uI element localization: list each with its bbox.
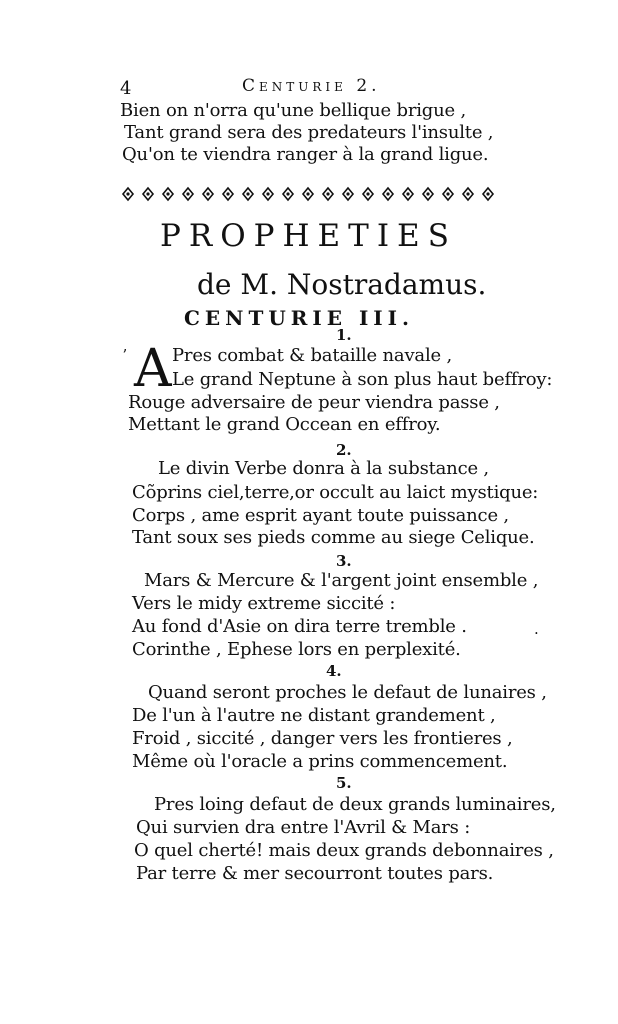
verse-line: Le grand Neptune à son plus haut beffroy: <box>172 369 553 390</box>
verse-line: Qui survien dra entre l'Avril & Mars : <box>136 817 471 838</box>
stray-mark: . <box>534 620 539 638</box>
ornament-dot <box>126 192 129 195</box>
page-number: 4 <box>120 78 132 99</box>
verse-line: Mars & Mercure & l'argent joint ensemble , <box>144 570 539 591</box>
title-author: de M. Nostradamus. <box>197 268 487 301</box>
ornament-dot <box>226 192 229 195</box>
verse-line: Rouge adversaire de peur viendra passe , <box>128 392 500 413</box>
running-head: Centurie 2. <box>242 76 381 96</box>
ornament-dot <box>406 192 409 195</box>
title-propheties: PROPHETIES <box>160 218 457 254</box>
quatrain-number: 1. <box>336 326 352 344</box>
verse-line: Pres combat & bataille navale , <box>172 345 453 366</box>
ornament-dot <box>266 192 269 195</box>
verse-line: Cõprins ciel,terre,or occult au laict mystique: <box>132 482 539 503</box>
drop-cap: A <box>134 339 172 399</box>
ornament-dot <box>306 192 309 195</box>
ornament-dot <box>326 192 329 195</box>
ornament-dot <box>346 192 349 195</box>
ornament-dot <box>386 192 389 195</box>
ornament-divider <box>118 184 528 204</box>
ornament-dot <box>146 192 149 195</box>
ornament-dot <box>366 192 369 195</box>
verse-line: Qu'on te viendra ranger à la grand ligue. <box>122 144 489 165</box>
ornament-dot <box>486 192 489 195</box>
quatrain-number: 4. <box>326 662 342 680</box>
verse-line: Le divin Verbe donra à la substance , <box>158 458 489 479</box>
quatrain-number: 5. <box>336 774 352 792</box>
verse-line: Par terre & mer secourront toutes pars. <box>136 863 494 884</box>
ornament-dot <box>446 192 449 195</box>
verse-line: Au fond d'Asie on dira terre tremble . <box>132 616 467 637</box>
ornament-dot <box>426 192 429 195</box>
verse-line: Bien on n'orra qu'une bellique brigue , <box>120 100 466 121</box>
title-centurie: CENTURIE III. <box>184 306 414 330</box>
verse-line: Mettant le grand Occean en effroy. <box>128 414 441 435</box>
pilcrow-mark: ʼ <box>122 346 127 364</box>
ornament-dot <box>466 192 469 195</box>
verse-line: Froid , siccité , danger vers les frontieres , <box>132 728 513 749</box>
ornament-dot <box>286 192 289 195</box>
ornament-dot <box>186 192 189 195</box>
verse-line: Pres loing defaut de deux grands luminaires, <box>154 794 556 815</box>
quatrain-number: 3. <box>336 552 352 570</box>
verse-line: Tant grand sera des predateurs l'insulte , <box>124 122 494 143</box>
verse-line: O quel cherté! mais deux grands debonnaires , <box>134 840 554 861</box>
verse-line: Quand seront proches le defaut de lunaires , <box>148 682 547 703</box>
verse-line: Même où l'oracle a prins commencement. <box>132 751 508 772</box>
verse-line: Vers le midy extreme siccité : <box>132 593 396 614</box>
ornament-dot <box>206 192 209 195</box>
verse-line: Corps , ame esprit ayant toute puissance , <box>132 505 509 526</box>
ornament-dot <box>166 192 169 195</box>
verse-line: Tant soux ses pieds comme au siege Celique. <box>132 527 535 548</box>
verse-line: De l'un à l'autre ne distant grandement , <box>132 705 496 726</box>
verse-line: Corinthe , Ephese lors en perplexité. <box>132 639 461 660</box>
ornament-dot <box>246 192 249 195</box>
quatrain-number: 2. <box>336 441 352 459</box>
